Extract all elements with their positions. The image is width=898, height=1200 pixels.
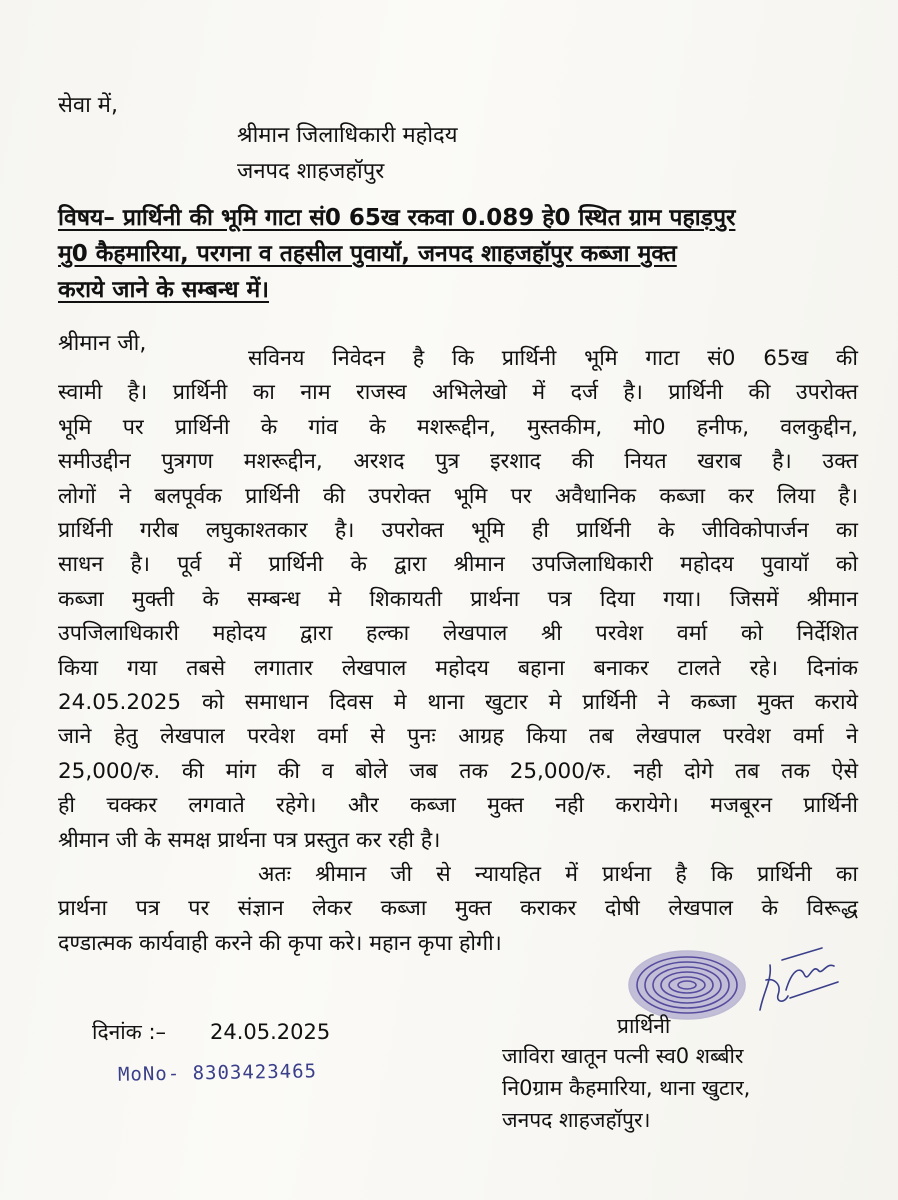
body-line: सविनय निवेदन है कि प्रार्थिनी भूमि गाटा सं0 65ख की xyxy=(248,346,858,371)
body-line: श्रीमान जी के समक्ष प्रार्थना पत्र प्रस्तुत कर रही है। xyxy=(58,827,441,853)
body-line: 25,000/रु. की मांग की व बोले जब तक 25,000/रु. नही दोगे तब तक ऐसे xyxy=(58,758,858,784)
body-line: किया गया तबसे लगातार लेखपाल महोदय बहाना बनाकर टालते रहे। दिनांक xyxy=(58,655,858,681)
body-line: स्वामी है। प्रार्थिनी का नाम राजस्व अभिलेखो में दर्ज है। प्रार्थिनी की उपरोक्त xyxy=(58,380,858,406)
salutation-to: सेवा में, xyxy=(58,93,118,118)
body-line: समीउद्दीन पुत्रगण मशरूद्दीन, अरशद पुत्र इरशाद की नियत खराब है। उक्त xyxy=(58,449,858,475)
handwritten-signature-icon xyxy=(752,940,842,1025)
applicant-line-3: जनपद शाहजहॉपुर। xyxy=(502,1108,651,1132)
mobile-number: MoNo- 8303423465 xyxy=(117,1060,318,1086)
body-paragraph xyxy=(58,342,858,858)
body-line: जाने हेतु लेखपाल परवेश वर्मा से पुनः आग्रह किया तब लेखपाल परवेश वर्मा ने xyxy=(58,724,858,750)
request-line: अतः श्रीमान जी से न्यायहित में प्रार्थना है कि प्रार्थिनी का xyxy=(258,862,858,887)
body-line: 24.05.2025 को समाधान दिवस मे थाना खुटार मे प्रार्थिनी ने कब्जा मुक्त कराये xyxy=(58,690,858,716)
body-line: भूमि पर प्रार्थिनी के गांव के मशरूद्दीन, मुस्तकीम, मो0 हनीफ, वलकुद्दीन, xyxy=(58,414,858,440)
body-line: उपजिलाधिकारी महोदय द्वारा हल्का लेखपाल श्री परवेश वर्मा को निर्देशित xyxy=(58,621,858,647)
applicant-line-1: जाविरा खातून पत्नी स्व0 शब्बीर xyxy=(502,1044,744,1068)
recipient-line-1: श्रीमान जिलाधिकारी महोदय xyxy=(237,123,458,148)
recipient-line-2: जनपद शाहजहॉपुर xyxy=(237,159,385,184)
subject-line: मु0 कैहमारिया, परगना व तहसील पुवायॉ, जनपद शाहजहॉपुर कब्जा मुक्त xyxy=(58,241,677,267)
body-line: कब्जा मुक्ती के सम्बन्ध मे शिकायती प्रार्थना पत्र दिया गया। जिसमें श्रीमान xyxy=(58,586,858,612)
date-value: 24.05.2025 xyxy=(210,1020,331,1044)
subject-line: कराये जाने के सम्बन्ध में। xyxy=(58,277,269,303)
body-line: प्रार्थिनी गरीब लघुकाश्तकार है। उपरोक्त भूमि ही प्रार्थिनी के जीविकोपार्जन का xyxy=(58,518,858,544)
applicant-line-2: नि0ग्राम कैहमारिया, थाना खुटार, xyxy=(502,1076,751,1100)
body-line: लोगों ने बलपूर्वक प्रार्थिनी की उपरोक्त भूमि पर अवैधानिक कब्जा कर लिया है। xyxy=(58,483,858,509)
request-line: दण्डात्मक कार्यवाही करने की कृपा करे। महान कृपा होगी। xyxy=(58,930,502,956)
date-label: दिनांक :– xyxy=(92,1020,167,1044)
greeting: श्रीमान जी, xyxy=(58,331,147,356)
applicant-title: प्रार्थिनी xyxy=(617,1014,671,1038)
subject-block xyxy=(58,200,873,308)
body-line: साधन है। पूर्व में प्रार्थिनी के द्वारा श्रीमान उपजिलाधिकारी महोदय पुवायॉ को xyxy=(58,552,858,578)
request-line: प्रार्थना पत्र पर संज्ञान लेकर कब्जा मुक्त कराकर दोषी लेखपाल के विरूद्ध xyxy=(58,896,858,922)
body-line: ही चक्कर लगवाते रहेगे। और कब्जा मुक्त नही करायेगे। मजबूरन प्रार्थिनी xyxy=(58,793,858,819)
subject-line: विषय– प्रार्थिनी की भूमि गाटा सं0 65ख रकवा 0.089 हे0 स्थित ग्राम पहाड़पुर xyxy=(58,205,736,231)
